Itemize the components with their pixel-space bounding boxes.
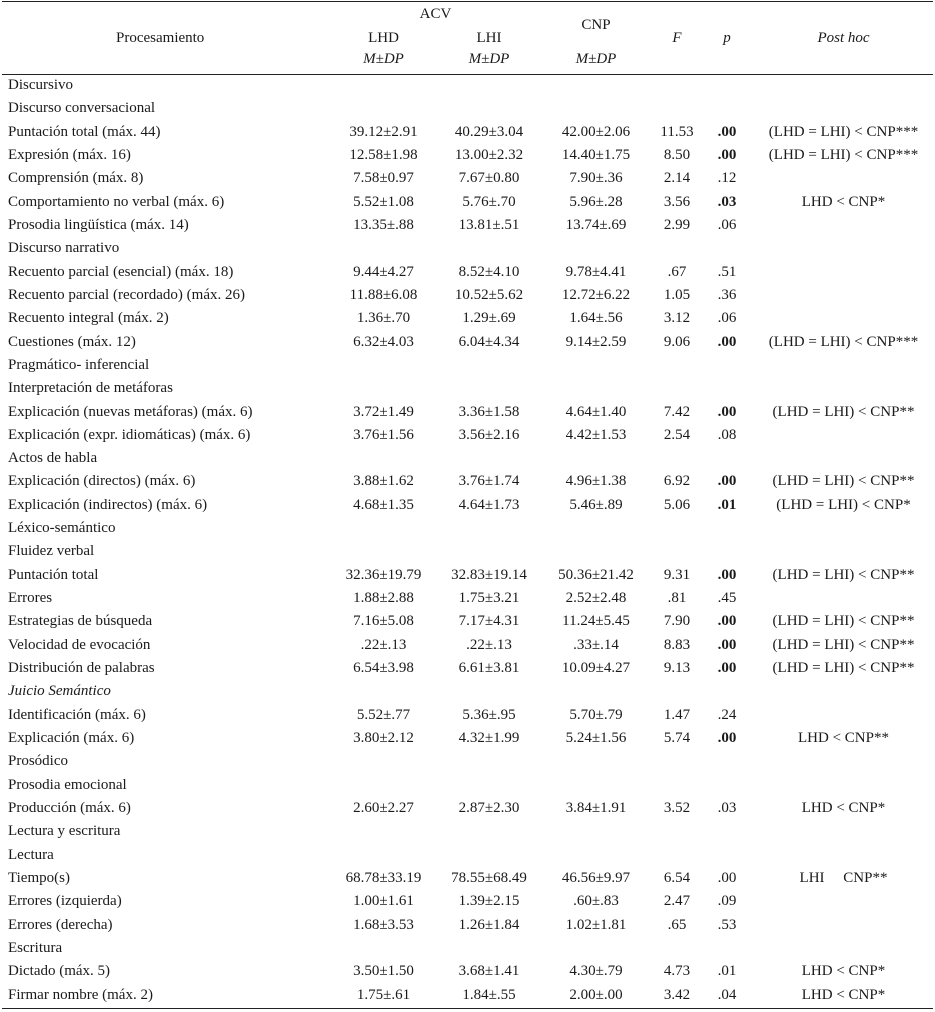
cell-lhi: 4.32±1.99 [458, 730, 520, 746]
cell-posthoc: (LHD = LHI) < CNP** [772, 566, 915, 583]
cell-lhd: 1.00±1.61 [353, 893, 414, 910]
row-label: Velocidad de evocación [8, 636, 151, 653]
cell-lhi: .22±.13 [466, 636, 512, 653]
cell-p: .00 [717, 613, 737, 630]
table-row [0, 914, 935, 937]
cell-lhd: 1.75±.61 [356, 986, 411, 1003]
cell-lhd: 9.44±4.27 [353, 263, 414, 280]
cell-p: .06 [717, 310, 737, 327]
cell-f: .65 [667, 916, 687, 933]
cell-lhd: 11.88±6.08 [349, 286, 418, 303]
table-row [0, 797, 935, 820]
cell-p: .00 [717, 869, 737, 886]
row-label: Interpretación de metáforas [8, 380, 173, 397]
table-row [0, 121, 935, 144]
table-row [0, 634, 935, 657]
row-label: Errores (izquierda) [8, 893, 122, 910]
row-label: Errores (derecha) [8, 916, 113, 933]
cell-cnp: 10.09±4.27 [561, 660, 631, 676]
cell-f: 1.47 [663, 706, 691, 723]
cell-lhd: 5.52±1.08 [353, 193, 414, 210]
row-label: Prosodia emocional [8, 776, 127, 793]
cell-p: .03 [717, 799, 737, 816]
row-label: Tiempo(s) [8, 869, 70, 886]
cell-f: 8.83 [663, 636, 691, 653]
cell-f: 9.31 [663, 566, 691, 583]
row-label: Comprensión (máx. 8) [8, 170, 144, 187]
header-lhi: LHI [476, 30, 502, 46]
table-row [0, 401, 935, 424]
cell-lhi: 13.00±2.32 [454, 147, 524, 163]
table-row [0, 354, 935, 377]
cell-lhd: 4.68±1.35 [353, 496, 414, 513]
cell-posthoc: (LHD = LHI) < CNP*** [768, 333, 919, 350]
cell-lhi: 2.87±2.30 [458, 799, 520, 816]
cell-p: .08 [717, 426, 737, 443]
cell-lhd: 1.88±2.88 [353, 590, 414, 606]
cell-lhi: 3.36±1.58 [458, 403, 520, 420]
table-row [0, 447, 935, 470]
cell-cnp: 5.96±.28 [569, 193, 623, 210]
bottom-rule [2, 1008, 933, 1009]
table-row [0, 984, 935, 1007]
cell-f: 9.06 [663, 333, 691, 350]
row-label: Recuento parcial (recordado) (máx. 26) [8, 286, 245, 303]
cell-p: .36 [717, 286, 737, 303]
cell-lhd: 2.60±2.27 [353, 799, 414, 816]
cell-lhi: 7.17±4.31 [458, 613, 520, 630]
row-label: Explicación (directos) (máx. 6) [8, 473, 196, 490]
header-stat-lhi: M±DP [468, 51, 510, 67]
cell-posthoc: LHD < CNP* [801, 986, 886, 1003]
cell-cnp: 12.72±6.22 [561, 286, 631, 303]
cell-lhd: 3.80±2.12 [353, 730, 414, 746]
cell-posthoc: (LHD = LHI) < CNP** [772, 403, 915, 420]
cell-f: 3.12 [663, 310, 691, 327]
cell-lhd: 39.12±2.91 [349, 123, 418, 140]
cell-f: 6.92 [663, 473, 691, 490]
cell-lhi: 5.76±.70 [462, 193, 516, 210]
cell-f: 5.06 [663, 496, 691, 513]
cell-lhi: 1.75±3.21 [458, 590, 520, 606]
cell-cnp: .33±.14 [573, 636, 619, 653]
header-posthoc: Post hoc [817, 30, 870, 46]
row-label: Actos de habla [8, 450, 98, 467]
cell-f: 6.54 [663, 869, 691, 886]
cell-lhd: 3.76±1.56 [353, 426, 414, 443]
cell-lhi: 10.52±5.62 [454, 286, 524, 303]
cell-lhi: 8.52±4.10 [458, 263, 520, 280]
cell-lhi: 40.29±3.04 [454, 123, 524, 140]
cell-cnp: 4.96±1.38 [565, 473, 627, 490]
table-row [0, 610, 935, 633]
row-label: Distribución de palabras [8, 660, 155, 676]
row-label: Identificación (máx. 6) [8, 706, 146, 723]
cell-f: 7.42 [663, 403, 691, 420]
table-row [0, 820, 935, 843]
cell-posthoc: (LHD = LHI) < CNP** [772, 660, 915, 676]
table-row [0, 494, 935, 517]
table-row [0, 704, 935, 727]
cell-cnp: 2.52±2.48 [565, 590, 627, 606]
cell-f: 4.73 [663, 963, 691, 980]
row-label: Firmar nombre (máx. 2) [8, 986, 153, 1003]
table-row [0, 750, 935, 773]
table-row [0, 470, 935, 493]
cell-p: .00 [717, 333, 737, 350]
cell-p: .06 [717, 216, 737, 233]
cell-f: 5.74 [663, 730, 691, 746]
table-row [0, 237, 935, 260]
header-lhd: LHD [368, 30, 399, 46]
cell-p: .00 [717, 123, 737, 140]
top-rule [2, 1, 933, 2]
table-row [0, 587, 935, 610]
cell-cnp: 5.70±.79 [569, 706, 623, 723]
cell-p: .01 [717, 496, 737, 513]
cell-cnp: 1.64±.56 [569, 310, 623, 327]
header-stat-lhd: M±DP [363, 51, 404, 67]
cell-cnp: 4.64±1.40 [565, 403, 627, 420]
row-label: Pragmático- inferencial [8, 356, 150, 373]
cell-posthoc: (LHD = LHI) < CNP* [776, 496, 911, 513]
cell-lhd: 32.36±19.79 [345, 566, 422, 583]
cell-p: .00 [717, 403, 737, 420]
table-row [0, 331, 935, 354]
row-label: Explicación (máx. 6) [8, 730, 135, 746]
row-label: Comportamiento no verbal (máx. 6) [8, 193, 225, 210]
cell-f: 2.47 [663, 893, 691, 910]
cell-lhd: 1.36±.70 [356, 310, 411, 327]
cell-f: 1.05 [663, 286, 691, 303]
cell-lhd: 7.16±5.08 [353, 613, 414, 630]
table-row [0, 214, 935, 237]
cell-posthoc: LHD < CNP* [801, 193, 886, 210]
table-row [0, 937, 935, 960]
header-procesamiento: Procesamiento [116, 30, 205, 46]
table-row [0, 867, 935, 890]
table-row [0, 377, 935, 400]
cell-cnp: 5.24±1.56 [565, 730, 627, 746]
cell-lhi: 3.68±1.41 [458, 963, 520, 980]
row-label: Errores [8, 590, 53, 606]
cell-lhi: 13.81±.51 [458, 216, 520, 233]
cell-lhi: 4.64±1.73 [458, 496, 520, 513]
cell-p: .03 [717, 193, 737, 210]
cell-f: 7.90 [663, 613, 691, 630]
cell-posthoc: LHD < CNP** [798, 730, 889, 746]
cell-posthoc: (LHD = LHI) < CNP*** [768, 147, 919, 163]
cell-lhi: 3.76±1.74 [458, 473, 520, 490]
cell-lhd: 13.35±.88 [353, 216, 414, 233]
cell-lhi: 6.61±3.81 [458, 660, 520, 676]
cell-lhd: .22±.13 [360, 636, 407, 653]
table-row [0, 424, 935, 447]
cell-p: .45 [717, 590, 737, 606]
row-label: Producción (máx. 6) [8, 799, 131, 816]
cell-p: .12 [717, 170, 737, 187]
table-row [0, 191, 935, 214]
row-label: Estrategias de búsqueda [8, 613, 153, 630]
cell-posthoc: LHD < CNP* [801, 799, 886, 816]
row-label: Discurso conversacional [8, 100, 156, 117]
row-label: Léxico-semántico [8, 520, 116, 537]
cell-posthoc: (LHD = LHI) < CNP** [772, 613, 915, 630]
cell-lhi: 7.67±0.80 [458, 170, 520, 187]
cell-cnp: 13.74±.69 [565, 216, 627, 233]
cell-p: .04 [717, 986, 737, 1003]
header-f: F [672, 30, 682, 46]
cell-f: 3.52 [663, 799, 691, 816]
row-label: Explicación (expr. idiomáticas) (máx. 6) [8, 426, 251, 443]
row-label: Puntación total (máx. 44) [8, 123, 161, 140]
table-row [0, 261, 935, 284]
cell-p: .00 [717, 473, 737, 490]
table-row [0, 727, 935, 750]
cell-lhd: 3.88±1.62 [353, 473, 414, 490]
cell-p: .00 [717, 730, 737, 746]
cell-f: 2.14 [663, 170, 691, 187]
cell-p: .24 [717, 706, 737, 723]
table-row [0, 564, 935, 587]
cell-lhi: 1.39±2.15 [458, 893, 520, 910]
cell-lhd: 5.52±.77 [356, 706, 411, 723]
row-label: Lectura y escritura [8, 823, 121, 840]
cell-p: .01 [717, 963, 737, 980]
cell-p: .00 [717, 660, 737, 676]
cell-cnp: 14.40±1.75 [561, 147, 631, 163]
cell-lhd: 68.78±33.19 [345, 869, 422, 886]
cell-f: 2.54 [663, 426, 691, 443]
cell-lhd: 1.68±3.53 [353, 916, 414, 933]
header-p: p [723, 30, 731, 46]
row-label: Juicio Semántico [8, 683, 111, 700]
cell-cnp: 5.46±.89 [569, 496, 623, 513]
cell-lhi: 1.29±.69 [462, 310, 516, 327]
table-row [0, 844, 935, 867]
cell-lhd: 12.58±1.98 [349, 147, 418, 163]
cell-lhi: 6.04±4.34 [458, 333, 520, 350]
cell-cnp: 3.84±1.91 [565, 799, 627, 816]
cell-posthoc: LHD < CNP* [801, 963, 886, 980]
cell-lhi: 78.55±68.49 [451, 869, 527, 886]
cell-lhi: 32.83±19.14 [451, 566, 527, 583]
cell-cnp: 4.42±1.53 [565, 426, 627, 443]
row-label: Lectura [8, 846, 54, 863]
header-acv: ACV [419, 6, 452, 22]
table-row [0, 74, 935, 97]
cell-posthoc: (LHD = LHI) < CNP** [772, 473, 915, 490]
table-row [0, 890, 935, 913]
cell-f: 2.99 [663, 216, 691, 233]
cell-lhd: 6.54±3.98 [353, 660, 414, 676]
table-row [0, 167, 935, 190]
row-label: Puntación total [8, 566, 99, 583]
cell-p: .53 [717, 916, 737, 933]
row-label: Prosodia lingüística (máx. 14) [8, 216, 189, 233]
table-row [0, 144, 935, 167]
cell-f: .67 [667, 263, 687, 280]
table-row [0, 680, 935, 703]
header-stat-cnp: M±DP [575, 51, 617, 67]
cell-cnp: 2.00±.00 [569, 986, 623, 1003]
cell-posthoc: LHI CNP** [799, 869, 888, 886]
table-row [0, 307, 935, 330]
cell-f: 9.13 [663, 660, 691, 676]
row-label: Recuento integral (máx. 2) [8, 310, 169, 327]
cell-cnp: 46.56±9.97 [561, 869, 631, 886]
row-label: Dictado (máx. 5) [8, 963, 111, 980]
cell-cnp: 50.36±21.42 [558, 566, 634, 583]
table-row [0, 517, 935, 540]
cell-f: 11.53 [660, 123, 694, 140]
cell-posthoc: (LHD = LHI) < CNP*** [768, 123, 919, 140]
cell-lhd: 3.72±1.49 [353, 403, 414, 420]
cell-lhd: 7.58±0.97 [353, 170, 414, 187]
cell-cnp: .60±.83 [573, 893, 619, 910]
row-label: Explicación (nuevas metáforas) (máx. 6) [8, 403, 253, 420]
row-label: Fluidez verbal [8, 543, 95, 560]
cell-posthoc: (LHD = LHI) < CNP** [772, 636, 915, 653]
row-label: Explicación (indirectos) (máx. 6) [8, 496, 208, 513]
cell-cnp: 9.14±2.59 [565, 333, 627, 350]
cell-cnp: 1.02±1.81 [565, 916, 627, 933]
row-label: Recuento parcial (esencial) (máx. 18) [8, 263, 234, 280]
cell-p: .09 [717, 893, 737, 910]
row-label: Escritura [8, 939, 63, 956]
cell-cnp: 11.24±5.45 [562, 613, 630, 630]
table-row [0, 284, 935, 307]
table-row [0, 657, 935, 680]
row-label: Expresión (máx. 16) [8, 147, 131, 163]
cell-lhd: 3.50±1.50 [353, 963, 414, 980]
cell-cnp: 7.90±.36 [569, 170, 623, 187]
cell-cnp: 9.78±4.41 [565, 263, 627, 280]
cell-p: .00 [717, 566, 737, 583]
row-label: Discurso narrativo [8, 240, 120, 257]
cell-lhi: 5.36±.95 [462, 706, 516, 723]
cell-lhi: 3.56±2.16 [458, 426, 520, 443]
cell-cnp: 4.30±.79 [569, 963, 623, 980]
cell-f: 8.50 [663, 147, 691, 163]
table-row [0, 540, 935, 563]
cell-f: .81 [667, 590, 687, 606]
table-row [0, 97, 935, 120]
cell-cnp: 42.00±2.06 [561, 123, 631, 140]
cell-f: 3.56 [663, 193, 691, 210]
cell-f: 3.42 [663, 986, 691, 1003]
row-label: Discursivo [8, 77, 73, 93]
cell-lhi: 1.84±.55 [462, 986, 516, 1003]
cell-p: .00 [717, 147, 737, 163]
header-cnp: CNP [581, 17, 611, 33]
table-row [0, 960, 935, 983]
table-row [0, 774, 935, 797]
row-label: Prosódico [8, 753, 68, 770]
cell-lhd: 6.32±4.03 [353, 333, 414, 350]
cell-p: .51 [717, 263, 737, 280]
cell-p: .00 [717, 636, 737, 653]
row-label: Cuestiones (máx. 12) [8, 333, 136, 350]
cell-lhi: 1.26±1.84 [458, 916, 520, 933]
